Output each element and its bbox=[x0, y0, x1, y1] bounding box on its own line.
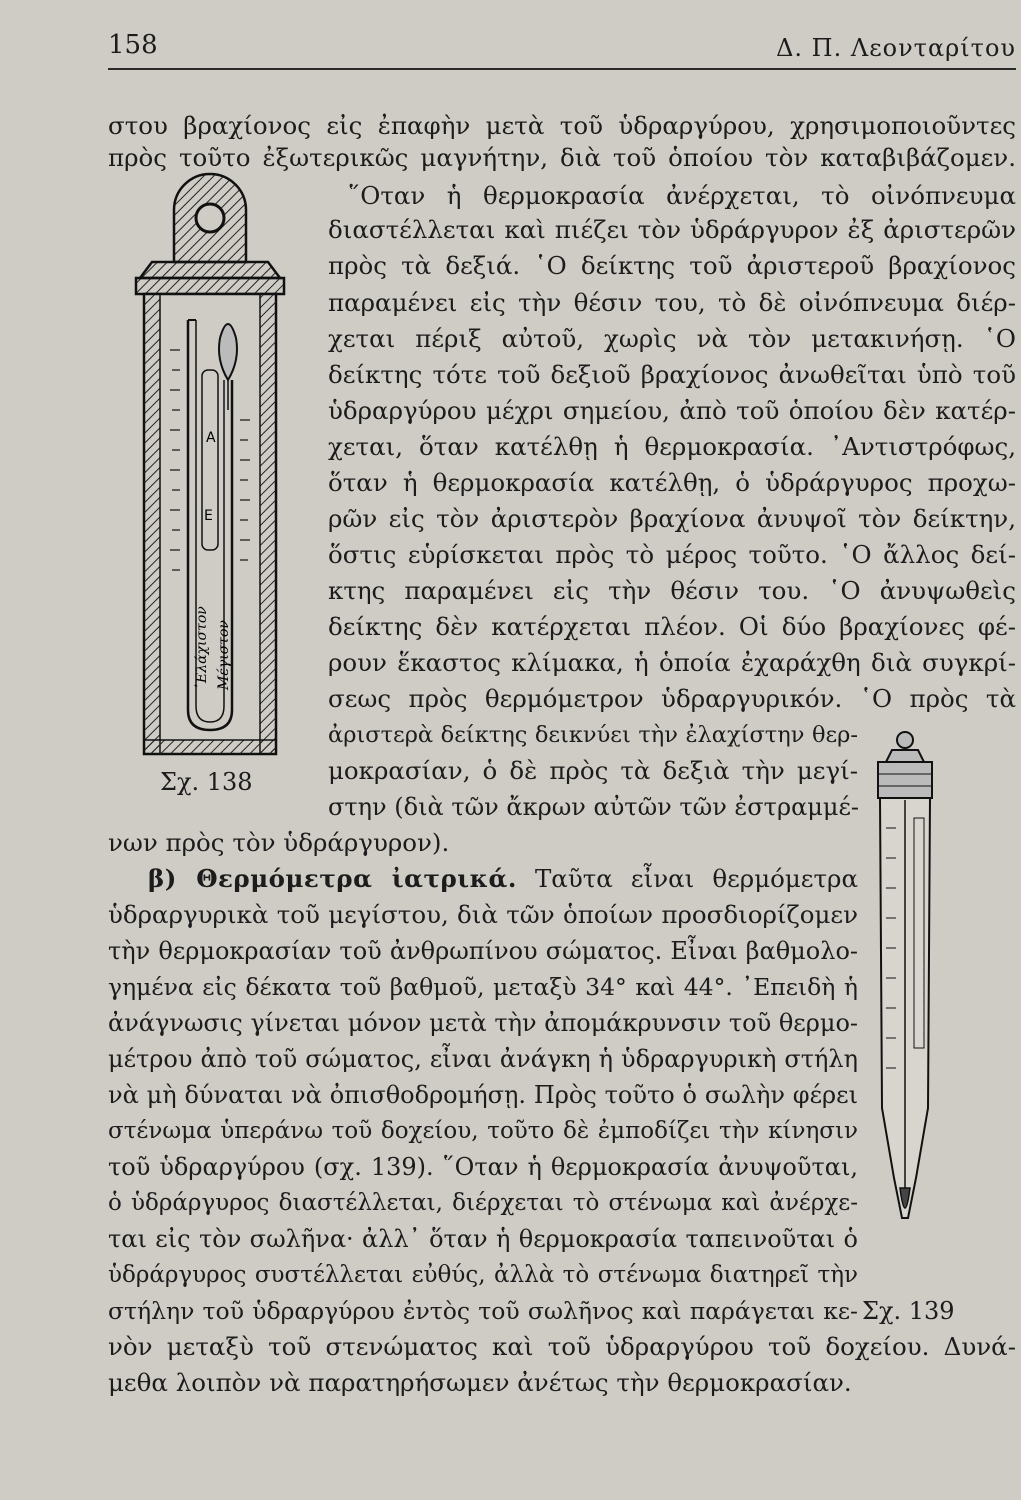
text-line: δείκτης τότε τοῦ δεξιοῦ βραχίονος ἀνωθεῖται ὑπὸ τοῦ bbox=[328, 360, 1016, 389]
text-line: παραμένει εἰς τὴν θέσιν του, τὸ δὲ οἰνόπνευμα διέρ- bbox=[328, 288, 1016, 317]
text-line: γημένα εἰς δέκατα τοῦ βαθμοῦ, μεταξὺ 34° καὶ 44°. ᾿Επειδὴ ἡ bbox=[108, 973, 858, 1001]
text-line: διαστέλλεται καὶ πιέζει τὸν ὑδράργυρον ἐξ ἀριστερῶν bbox=[328, 215, 1016, 244]
text-line: ὅταν ἡ θερμοκρασία κατέλθῃ, ὁ ὑδράργυρος προχω- bbox=[328, 468, 1016, 497]
text-line: ὁ ὑδράργυρος διαστέλλεται, διέρχεται τὸ στένωμα καὶ ἀνέρχε- bbox=[108, 1190, 858, 1216]
text-line: χεται πέριξ αὐτοῦ, χωρὶς νὰ τὸν μετακινήσῃ. ῾Ο bbox=[328, 324, 1016, 353]
page-number: 158 bbox=[108, 30, 158, 60]
text-line: νὰ μὴ δύναται νὰ ὀπισθοδρομήσῃ. Πρὸς τοῦτο ὁ σωλὴν φέρει bbox=[108, 1081, 858, 1109]
figure-138-mark-a: A bbox=[206, 430, 216, 446]
text-line: σεως πρὸς θερμόμετρον ὑδραργυρικόν. ῾Ο πρὸς τὰ bbox=[328, 684, 1016, 713]
text-line: μοκρασίαν, ὁ δὲ πρὸς τὰ δεξιὰ τὴν μεγί- bbox=[328, 756, 858, 785]
text-line: μεθα λοιπὸν νὰ παρατηρήσωμεν ἀνέτως τὴν θερμοκρασίαν. bbox=[108, 1368, 852, 1397]
page-header bbox=[108, 28, 1016, 70]
text-line: δείκτης δὲν κατέρχεται πλέον. Οἱ δύο βραχίονες φέ- bbox=[328, 612, 1016, 641]
text-line: τοῦ ὑδραργύρου (σχ. 139). ῞Οταν ἡ θερμοκρασία ἀνυψοῦται, bbox=[108, 1153, 858, 1181]
section-heading-rest: Ταῦτα εἶναι θερμόμετρα bbox=[534, 864, 858, 893]
text-line: νὸν μεταξὺ τοῦ στενώματος καὶ τοῦ ὑδραργύρου τοῦ δοχείου. Δυνά- bbox=[108, 1332, 1016, 1361]
text-line: ὑδραργυρικὰ τοῦ μεγίστου, διὰ τῶν ὁποίων προσδιορίζομεν bbox=[108, 900, 858, 929]
text-line: στένωμα ὑπεράνω τοῦ δοχείου, τοῦτο δὲ ἐμποδίζει τὴν κίνησιν bbox=[108, 1118, 858, 1144]
text-line: ἀριστερὰ δείκτης δεικνύει τὴν ἐλαχίστην θερ- bbox=[328, 722, 858, 748]
figure-138-label-max: Μέγιστον bbox=[216, 620, 232, 690]
text-line: πρὸς τοῦτο ἐξωτερικῶς μαγνήτην, διὰ τοῦ ὁποίου τὸν καταβιβάζομεν. bbox=[108, 143, 1016, 172]
running-head: Δ. Π. Λεονταρίτου bbox=[776, 34, 1016, 62]
section-heading: β) Θερμόμετρα ἰατρικά. bbox=[148, 864, 517, 893]
section-heading-line bbox=[148, 863, 858, 895]
text-line: κτης παραμένει εἰς τὴν θέσιν του. ῾Ο ἀνυψωθεὶς bbox=[328, 576, 1016, 605]
text-line: στήλην τοῦ ὑδραργύρου ἐντὸς τοῦ σωλῆνος καὶ παράγεται κε- bbox=[108, 1297, 858, 1325]
figure-138-caption: Σχ. 138 bbox=[160, 768, 253, 796]
figure-138-mark-e: E bbox=[204, 508, 213, 524]
text-line: ὑδράργυρος συστέλλεται εὐθύς, ἀλλὰ τὸ στένωμα διατηρεῖ τὴν bbox=[108, 1262, 858, 1288]
text-line: νων πρὸς τὸν ὑδράργυρον). bbox=[108, 828, 450, 857]
figure-138-max-min-thermometer bbox=[130, 170, 290, 770]
text-line: χεται, ὅταν κατέλθῃ ἡ θερμοκρασία. ᾿Αντιστρόφως, bbox=[328, 432, 1016, 461]
figure-138-label-min: ᾿Ελάχιστον bbox=[194, 606, 210, 690]
text-line: μέτρου ἀπὸ τοῦ σώματος, εἶναι ἀνάγκη ἡ ὑδραργυρικὴ στήλη bbox=[108, 1045, 858, 1073]
text-line: ῞Οταν ἡ θερμοκρασία ἀνέρχεται, τὸ οἰνόπνευμα bbox=[348, 181, 1016, 210]
text-line: ρουν ἕκαστος κλίμακα, ἡ ὁποία ἐχαράχθη διὰ συγκρί- bbox=[328, 648, 1016, 677]
text-line: ἀνάγνωσις γίνεται μόνον μετὰ τὴν ἀπομάκρυνσιν τοῦ θερμο- bbox=[108, 1009, 858, 1037]
figure-139-caption: Σχ. 139 bbox=[862, 1297, 955, 1325]
figure-139-clinical-thermometer bbox=[870, 728, 940, 1233]
text-line: ὑδραργύρου μέχρι σημείου, ἀπὸ τοῦ ὁποίου δὲν κατέρ- bbox=[328, 396, 1016, 425]
text-line: ται εἰς τὸν σωλῆνα· ἀλλ᾿ ὅταν ἡ θερμοκρασία ταπεινοῦται ὁ bbox=[108, 1225, 858, 1253]
text-line: ρῶν εἰς τὸν ἀριστερὸν βραχίονα ἀνυψοῖ τὸν δείκτην, bbox=[328, 504, 1016, 533]
text-line: στην (διὰ τῶν ἄκρων αὐτῶν τῶν ἐστραμμέ- bbox=[328, 793, 860, 821]
text-line: στου βραχίονος εἰς ἐπαφὴν μετὰ τοῦ ὑδραργύρου, χρησιμοποιοῦντες bbox=[108, 111, 1016, 140]
text-line: ὅστις εὑρίσκεται πρὸς τὸ μέρος τοῦτο. ῾Ο ἄλλος δεί- bbox=[328, 540, 1016, 569]
text-line: τὴν θερμοκρασίαν τοῦ ἀνθρωπίνου σώματος. Εἶναι βαθμολο- bbox=[108, 937, 858, 965]
text-line: πρὸς τὰ δεξιά. ῾Ο δείκτης τοῦ ἀριστεροῦ βραχίονος bbox=[328, 251, 1016, 280]
